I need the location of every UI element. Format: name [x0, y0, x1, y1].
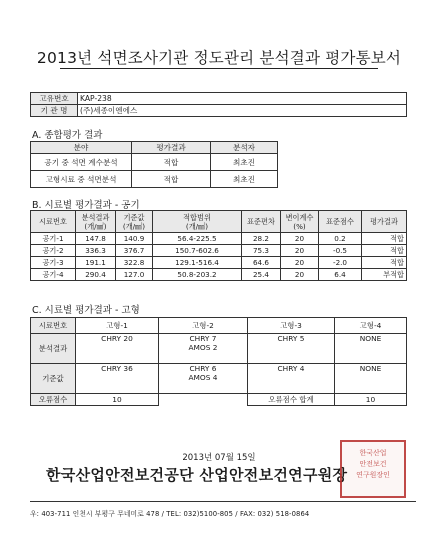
summary-cell: 공기 중 석면 계수분석 [31, 154, 132, 171]
air-cell: 290.4 [76, 269, 116, 281]
issue-date: 2013년 07월 15일 [182, 453, 256, 463]
org-label: 기 관 명 [31, 105, 78, 117]
error-score-value: 10 [76, 394, 159, 406]
air-cell: 20 [281, 257, 319, 269]
blank-cell [159, 394, 248, 406]
air-cell: 공기-2 [31, 245, 76, 257]
air-header-cell: 기준값 (개/㎟) [116, 211, 153, 233]
air-cell: 20 [281, 233, 319, 245]
air-cell: 20 [281, 245, 319, 257]
title-underline [60, 68, 378, 69]
issuer-name: 한국산업안전보건공단 산업안전보건연구원장 [46, 466, 348, 484]
summary-cell: 적합 [132, 171, 211, 188]
air-header-cell: 변이계수 (%) [281, 211, 319, 233]
solid-standard-cell: CHRY 4 [248, 364, 335, 394]
summary-cell: 최초진 [211, 154, 278, 171]
air-header-cell: 표준편차 [242, 211, 281, 233]
id-value: KAP-238 [78, 93, 407, 105]
air-cell: 부적합 [362, 269, 407, 281]
air-cell: 147.8 [76, 233, 116, 245]
solid-result-cell: NONE [335, 334, 407, 364]
solid-standard-cell: CHRY 6 AMOS 4 [159, 364, 248, 394]
summary-cell: 적합 [132, 154, 211, 171]
air-cell: 공기-1 [31, 233, 76, 245]
solid-row-label: 분석결과 [31, 334, 76, 364]
section-c-heading: C. 시료별 평가결과 - 고형 [32, 305, 140, 316]
solid-header-cell: 고형-2 [159, 318, 248, 334]
section-a-heading: A. 종합평가 결과 [32, 130, 103, 141]
solid-result-cell: CHRY 7 AMOS 2 [159, 334, 248, 364]
air-header-cell: 시료번호 [31, 211, 76, 233]
air-header-cell: 평가결과 [362, 211, 407, 233]
summary-table [30, 141, 278, 188]
error-score-label: 오류점수 [31, 394, 76, 406]
air-cell: 376.7 [116, 245, 153, 257]
id-label: 고유번호 [31, 93, 78, 105]
air-cell: 적합 [362, 233, 407, 245]
air-cell: 150.7-602.6 [153, 245, 242, 257]
air-cell: 127.0 [116, 269, 153, 281]
air-cell: 공기-3 [31, 257, 76, 269]
error-total-value: 10 [335, 394, 407, 406]
air-cell: 191.1 [76, 257, 116, 269]
footer-contact: 우: 403-711 인천시 부평구 무네미로 478 / TEL: 032)5100-805 / FAX: 032) 518-0864 [30, 510, 310, 518]
air-cell: 140.9 [116, 233, 153, 245]
info-table [30, 92, 407, 117]
summary-cell: 최초진 [211, 171, 278, 188]
solid-header-cell: 시료번호 [31, 318, 76, 334]
seal-text: 한국산업 안전보건 연구원장인 [356, 449, 390, 479]
section-b-heading: B. 시료별 평가결과 - 공기 [32, 200, 140, 211]
air-cell: 50.8-203.2 [153, 269, 242, 281]
air-cell: 25.4 [242, 269, 281, 281]
summary-cell: 고형시료 중 석면분석 [31, 171, 132, 188]
solid-header-cell: 고형-3 [248, 318, 335, 334]
org-value: (주)세종이엔에스 [78, 105, 407, 117]
summary-header-cell: 분야 [31, 142, 132, 154]
air-cell: 적합 [362, 245, 407, 257]
air-cell: 56.4-225.5 [153, 233, 242, 245]
air-cell: 64.6 [242, 257, 281, 269]
air-cell: 적합 [362, 257, 407, 269]
air-cell: 28.2 [242, 233, 281, 245]
air-cell: -0.5 [319, 245, 362, 257]
document-title: 2013년 석면조사기관 정도관리 분석결과 평가통보서 [36, 49, 402, 67]
air-cell: -2.0 [319, 257, 362, 269]
solid-header-cell: 고형-1 [76, 318, 159, 334]
air-cell: 0.2 [319, 233, 362, 245]
summary-header-cell: 분석자 [211, 142, 278, 154]
solid-standard-cell: CHRY 36 [76, 364, 159, 394]
error-total-label: 오류점수 합계 [248, 394, 335, 406]
solid-row-label: 기준값 [31, 364, 76, 394]
official-seal [340, 440, 406, 498]
solid-result-cell: CHRY 20 [76, 334, 159, 364]
air-cell: 6.4 [319, 269, 362, 281]
air-cell: 20 [281, 269, 319, 281]
air-cell: 336.3 [76, 245, 116, 257]
solid-result-cell: CHRY 5 [248, 334, 335, 364]
air-table [30, 210, 407, 281]
air-header-cell: 분석결과 (개/㎟) [76, 211, 116, 233]
solid-header-cell: 고형-4 [335, 318, 407, 334]
air-cell: 322.8 [116, 257, 153, 269]
air-header-cell: 적합범위 (개/㎟) [153, 211, 242, 233]
air-header-cell: 표준점수 [319, 211, 362, 233]
solid-table [30, 317, 407, 406]
air-cell: 129.1-516.4 [153, 257, 242, 269]
air-cell: 공기-4 [31, 269, 76, 281]
summary-header-cell: 평가결과 [132, 142, 211, 154]
air-cell: 75.3 [242, 245, 281, 257]
solid-standard-cell: NONE [335, 364, 407, 394]
footer-divider [30, 501, 416, 502]
